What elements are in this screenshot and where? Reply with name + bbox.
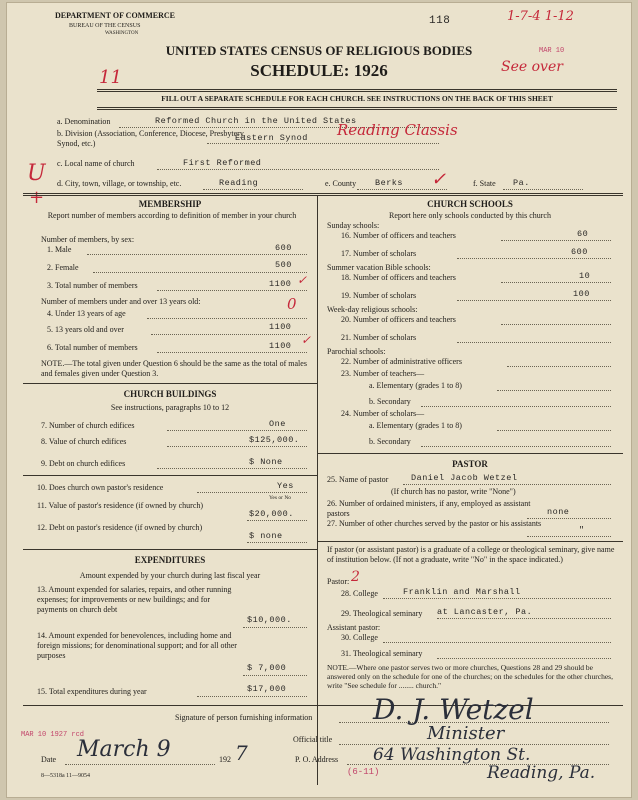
q12-text: Debt on pastor's residence (if owned by church) (49, 523, 203, 532)
q7-text: Number of church edifices (49, 421, 135, 430)
q5-value: 1100 (269, 322, 292, 332)
q24a-label: a. Elementary (grades 1 to 8) (369, 421, 462, 430)
q28-label: 28. College (341, 589, 378, 598)
q31-label: 31. Theological seminary (341, 649, 423, 658)
pastor-2-mark: 2 (351, 569, 360, 585)
q17-text: Number of scholars (353, 249, 417, 258)
rule-1 (23, 383, 317, 384)
city-label: WASHINGTON (105, 31, 139, 36)
q30-line (383, 642, 611, 643)
q14-line (243, 675, 307, 676)
age-label: Number of members under and over 13 years old: (41, 297, 201, 306)
q11-num: 11. (37, 501, 47, 510)
q16-num: 16. (341, 231, 351, 240)
division-label: b. Division (Association, Conference, Diocese, Presbytery, Synod, etc.) (57, 129, 246, 148)
official-title-value: Minister (427, 723, 505, 744)
buildings-heading: CHURCH BUILDINGS (123, 389, 217, 399)
q2-num: 2. (47, 263, 53, 272)
q22-num: 22. (341, 357, 351, 366)
q3-check: ✓ (297, 273, 308, 287)
section-rule (23, 193, 623, 196)
schools-sub: Report here only schools conducted by this church (389, 211, 551, 220)
county-value: Berks (375, 178, 404, 188)
expenditures-heading: EXPENDITURES (134, 555, 206, 565)
q1-num: 1. (47, 245, 53, 254)
q6-value: 1100 (269, 341, 292, 351)
q11-line (247, 520, 307, 521)
sunday-label: Sunday schools: (327, 221, 380, 230)
state-value: Pa. (513, 178, 530, 188)
state-line (503, 189, 583, 190)
q18-value: 10 (579, 271, 591, 281)
q21-num: 21. (341, 333, 351, 342)
date-label: Date (41, 755, 57, 764)
q23b-label: b. Secondary (369, 397, 411, 406)
weekday-label: Week-day religious schools: (327, 305, 418, 314)
q10-value: Yes (277, 481, 294, 491)
q3-text: Total number of members (54, 281, 138, 290)
signature-value: D. J. Wetzel (373, 693, 534, 726)
pastor-note: NOTE.—Where one pastor serves two or more churches, Questions 28 and 29 should be answered only on the schedule for one of the churches; on the schedules for the other churches, write "See schedule for ........ church." (327, 663, 613, 690)
local-name-line (157, 169, 439, 170)
q16-value: 60 (577, 229, 589, 239)
county-label: e. County (325, 179, 357, 188)
q11-value: $20,000. (249, 509, 294, 519)
header-rule-2 (97, 107, 617, 110)
q9-value: $ None (249, 457, 283, 467)
city-value: Reading (219, 178, 259, 188)
local-name-label: c. Local name of church (57, 159, 135, 168)
city-label: d. City, town, village, or township, etc. (57, 179, 182, 188)
rule-4 (317, 453, 623, 454)
header-rule (97, 89, 617, 92)
form-number: 8—5318a 11—9054 (41, 773, 90, 779)
buildings-sub: See instructions, paragraphs 10 to 12 (110, 403, 230, 412)
q5-num: 5. (47, 325, 53, 334)
plus-mark: + (29, 187, 45, 208)
division-value: Eastern Synod (235, 133, 308, 143)
u-mark: U (27, 161, 46, 186)
q17-line (457, 258, 611, 259)
top-marks: 1-7-4 1-12 (507, 9, 574, 24)
q16-text: Number of officers and teachers (353, 231, 456, 240)
rule-5 (317, 541, 623, 542)
q4-line (147, 318, 307, 319)
q2-line (93, 272, 307, 273)
q3-line (157, 290, 307, 291)
q24-num: 24. (341, 409, 351, 418)
rule-3 (23, 549, 317, 550)
q7-num: 7. (41, 421, 47, 430)
q16-line (501, 240, 611, 241)
q29-label: 29. Theological seminary (341, 609, 423, 618)
q10-text: Does church own pastor's residence (49, 483, 164, 492)
q10-num: 10. (37, 483, 47, 492)
q4-zero: 0 (287, 295, 297, 313)
q13-value: $10,000. (247, 615, 292, 625)
q28-line (383, 598, 611, 599)
q3-value: 1100 (269, 279, 292, 289)
division-line (207, 143, 439, 144)
denomination-label: a. Denomination (57, 117, 111, 126)
q29-line (437, 618, 611, 619)
census-schedule-sheet (6, 2, 632, 798)
graduate-note: If pastor (or assistant pastor) is a graduate of a college or theological seminary, give name of institution below. (If not a graduate, write "No" in the space indicated.) (327, 545, 615, 564)
yes-or-no-hint: Yes or No (269, 495, 292, 501)
membership-heading: MEMBERSHIP (138, 199, 202, 209)
q28-value: Franklin and Marshall (403, 587, 521, 597)
membership-note: NOTE.—The total given under Question 6 should be the same as the total of males and females given under Question 3. (41, 359, 307, 378)
q19-text: Number of scholars (353, 291, 417, 300)
q1-text: Male (55, 245, 72, 254)
q23b-line (421, 406, 611, 407)
q26-value: none (547, 507, 570, 517)
year-value: 7 (235, 741, 248, 765)
q27-line (527, 536, 611, 537)
q9-line (157, 468, 307, 469)
county-check: ✓ (431, 169, 447, 190)
q31-line (437, 658, 611, 659)
column-divider (317, 195, 318, 785)
q20-num: 20. (341, 315, 351, 324)
see-over-note: See over (501, 59, 563, 75)
q24b-label: b. Secondary (369, 437, 411, 446)
q3-num: 3. (47, 281, 53, 290)
pastor-heading: PASTOR (452, 459, 488, 469)
q23a-line (497, 390, 611, 391)
q6-line (157, 352, 307, 353)
q7-value: One (269, 419, 286, 429)
form-title: UNITED STATES CENSUS OF RELIGIOUS BODIES (165, 43, 473, 58)
form-schedule-year: SCHEDULE: 1926 (250, 61, 388, 80)
q6-num: 6. (47, 343, 53, 352)
po-address-value: 64 Washington St. (373, 745, 531, 765)
q7-line (167, 430, 307, 431)
year-prefix: 192 (219, 755, 231, 764)
q5-line (151, 334, 307, 335)
q20-line (501, 324, 611, 325)
dept-label: DEPARTMENT OF COMMERCE (55, 11, 176, 20)
q25-value: Daniel Jacob Wetzel (411, 473, 518, 483)
q5-text: 13 years old and over (55, 325, 124, 334)
q12-num: 12. (37, 523, 47, 532)
date-line (65, 764, 215, 765)
q24a-line (497, 430, 611, 431)
q22-text: Number of administrative officers (353, 357, 462, 366)
q19-value: 100 (573, 289, 590, 299)
q6-check: ✓ (301, 333, 312, 347)
q19-num: 19. (341, 291, 351, 300)
q24b-line (421, 446, 611, 447)
vacation-label: Summer vacation Bible schools: (327, 263, 431, 272)
q19-line (457, 300, 611, 301)
received-stamp: MAR 10 (539, 47, 565, 55)
q8-text: Value of church edifices (48, 437, 127, 446)
q2-text: Female (55, 263, 79, 272)
q25-line (403, 484, 611, 485)
q15-line (197, 696, 307, 697)
q25-hint: (If church has no pastor, write "None") (391, 487, 516, 496)
rule-2 (23, 475, 317, 476)
q1-value: 600 (275, 243, 292, 253)
received-date-stamp: MAR 10 1927 rcd (21, 731, 85, 739)
q22-line (507, 366, 611, 367)
q13-text: 13. Amount expended for salaries, repairs, and other running expenses; for improvements or new buildings; and for payments on church debt (37, 585, 232, 614)
q12-value: $ none (249, 531, 283, 541)
q20-text: Number of officers and teachers (353, 315, 456, 324)
q9-text: Debt on church edifices (49, 459, 126, 468)
q12-line (247, 542, 307, 543)
asst-pastor-label: Assistant pastor: (327, 623, 381, 632)
q11-text: Value of pastor's residence (if owned by church) (48, 501, 204, 510)
q23-text: Number of teachers— (353, 369, 425, 378)
expenditures-sub: Amount expended by your church during last fiscal year (79, 571, 261, 580)
q25-label: 25. Name of pastor (327, 475, 389, 484)
q6-text: Total number of members (54, 343, 138, 352)
q18-num: 18. (341, 273, 351, 282)
bureau-label: BUREAU OF THE CENSUS (69, 23, 141, 29)
schedule-number: 118 (429, 15, 451, 27)
q18-line (501, 282, 611, 283)
q17-value: 600 (571, 247, 588, 257)
instruction-line: FILL OUT A SEPARATE SCHEDULE FOR EACH CHURCH. SEE INSTRUCTIONS ON THE BACK OF THIS SHEET (161, 94, 553, 103)
q15-value: $17,000 (247, 684, 287, 694)
red-11-mark: 11 (99, 67, 122, 88)
by-sex-label: Number of members, by sex: (41, 235, 135, 244)
q17-num: 17. (341, 249, 351, 258)
parochial-label: Parochial schools: (327, 347, 386, 356)
q1-label (47, 245, 71, 255)
signature-label: Signature of person furnishing information (175, 713, 313, 722)
q14-value: $ 7,000 (247, 663, 287, 673)
q21-text: Number of scholars (353, 333, 417, 342)
official-title-label: Official title (293, 735, 333, 744)
bottom-stamp: (6-11) (347, 767, 380, 777)
q23-num: 23. (341, 369, 351, 378)
q1-line (87, 254, 307, 255)
q27-value: " (579, 525, 585, 535)
q27-label: 27. Number of other churches served by the pastor or his assistants (327, 519, 542, 528)
q8-value: $125,000. (249, 435, 300, 445)
po-city-value: Reading, Pa. (487, 763, 596, 783)
denomination-value: Reformed Church in the United States (155, 116, 357, 126)
q18-text: Number of officers and teachers (353, 273, 456, 282)
q30-label: 30. College (341, 633, 378, 642)
q24-text: Number of scholars— (353, 409, 425, 418)
q8-line (167, 446, 307, 447)
q26-label: 26. Number of ordained ministers, if any, employed as assistant pastors (327, 499, 531, 518)
schools-heading: CHURCH SCHOOLS (427, 199, 513, 209)
po-address-label: P. O. Address (295, 755, 339, 764)
q2-value: 500 (275, 260, 292, 270)
q8-num: 8. (41, 437, 47, 446)
q9-num: 9. (41, 459, 47, 468)
date-value: March 9 (77, 737, 171, 762)
q23a-label: a. Elementary (grades 1 to 8) (369, 381, 462, 390)
q4-text: Under 13 years of age (55, 309, 126, 318)
membership-sub: Report number of members according to definition of member in your church (47, 211, 297, 220)
reading-classis-note: Reading Classis (337, 121, 458, 139)
q4-num: 4. (47, 309, 53, 318)
q21-line (457, 342, 611, 343)
pastor-sub-label: Pastor: (327, 577, 350, 586)
city-line (203, 189, 303, 190)
q29-value: at Lancaster, Pa. (437, 607, 533, 617)
q14-text: 14. Amount expended for benevolences, including home and foreign missions; for denominational support; and for all other purposes (37, 631, 237, 660)
q15-text: 15. Total expenditures during year (37, 687, 147, 696)
state-label: f. State (473, 179, 496, 188)
local-name-value: First Reformed (183, 158, 262, 168)
q13-line (243, 627, 307, 628)
